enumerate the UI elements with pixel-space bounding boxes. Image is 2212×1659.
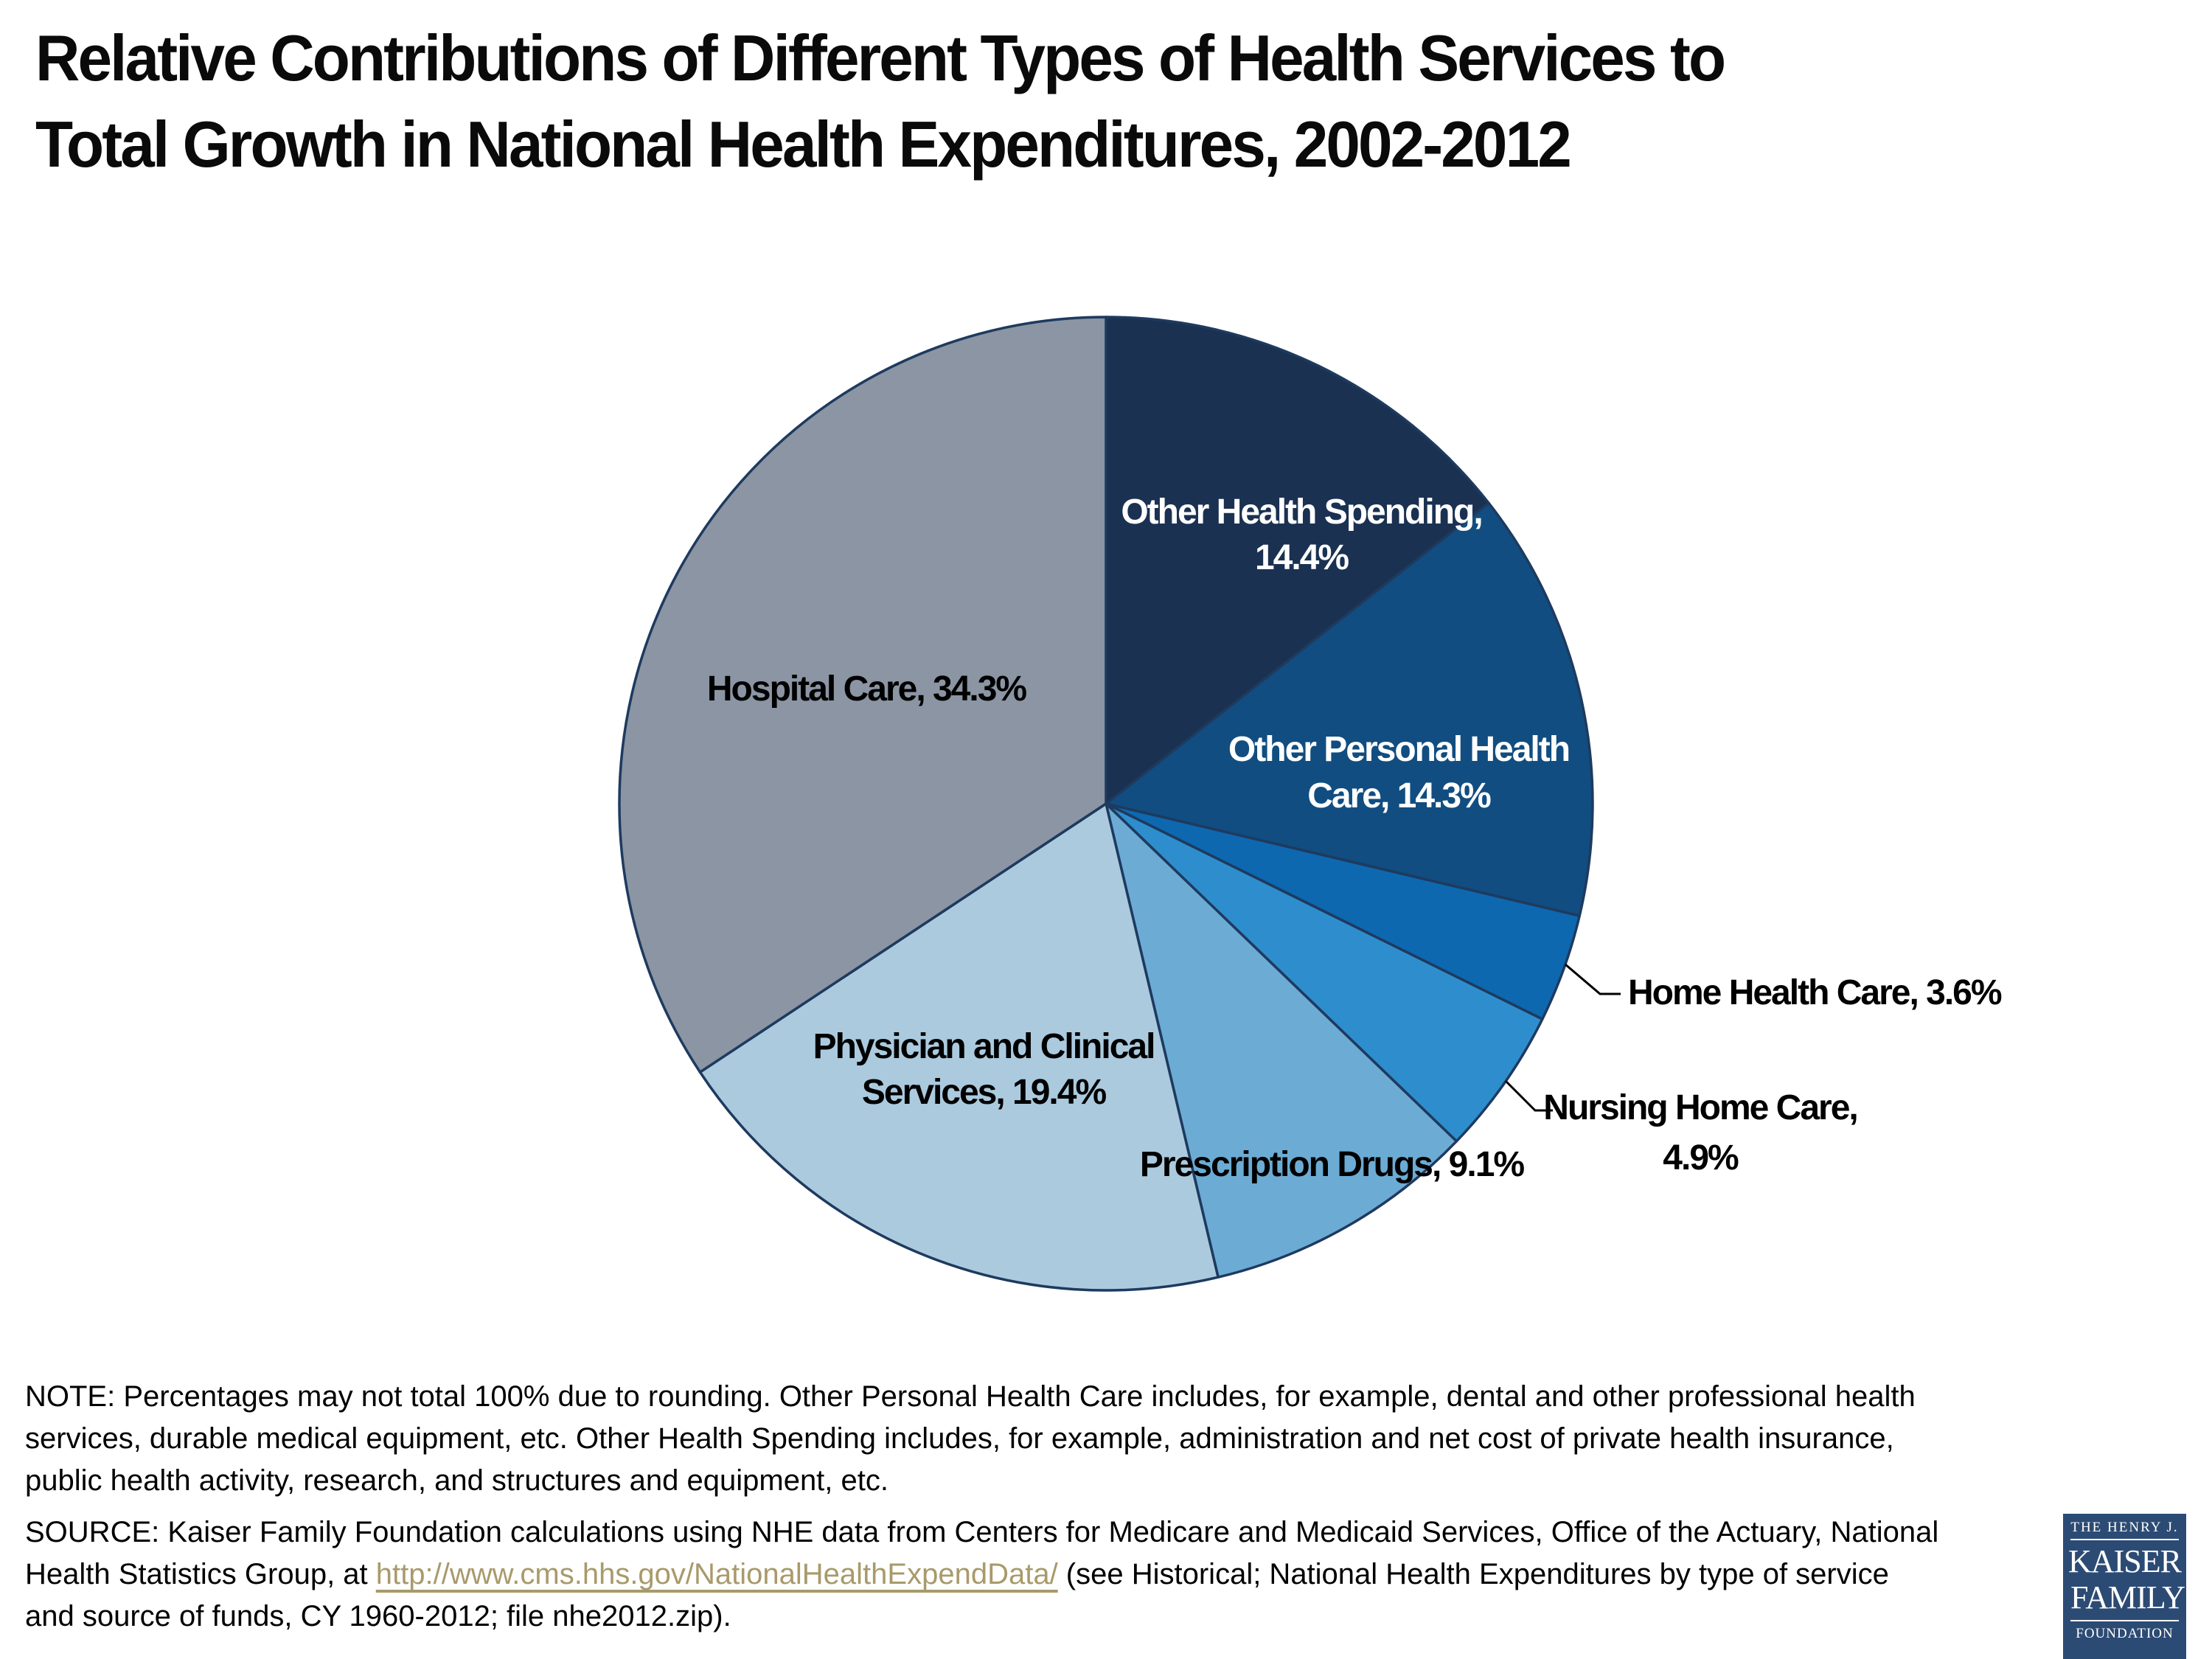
pie-label-nursing-home-care-line-1: Nursing Home Care,	[1543, 1088, 1857, 1127]
leader-line-home-health-care	[1565, 964, 1621, 994]
pie-label-home-health-care-line-1: Home Health Care, 3.6%	[1628, 973, 2001, 1012]
source-text	[25, 1512, 1938, 1638]
pie-label-physician-and-clinical-services-line-1: Physician and Clinical	[813, 1027, 1155, 1066]
source-line-2	[25, 1554, 1938, 1596]
kff-logo-henry-j: THE HENRY J.	[2070, 1520, 2179, 1540]
kff-logo-kaiser: KAISER	[2068, 1543, 2181, 1579]
source-line-3: and source of funds, CY 1960-2012; file nhe2012.zip).	[25, 1600, 731, 1632]
pie-label-other-health-spending-line-2: 14.4%	[1254, 538, 1349, 577]
note-text	[25, 1376, 1916, 1502]
source-line-1: SOURCE: Kaiser Family Foundation calculations using NHE data from Centers for Medicare and Medicaid Services, Office of the Actuary, National	[25, 1516, 1939, 1548]
kff-logo-foundation: FOUNDATION	[2076, 1626, 2174, 1641]
pie-label-nursing-home-care-line-2: 4.9%	[1663, 1138, 1738, 1178]
pie-label-physician-and-clinical-services-line-2: Services, 19.4%	[861, 1073, 1106, 1112]
note-line-1: NOTE: Percentages may not total 100% due to rounding. Other Personal Health Care includes, for example, dental and other professional health	[25, 1380, 1916, 1413]
kff-logo-family: FAMILY	[2070, 1580, 2179, 1621]
source-line-2-prefix: Health Statistics Group, at	[25, 1558, 376, 1590]
source-link[interactable]: http://www.cms.hhs.gov/NationalHealthExpendData/	[375, 1558, 1058, 1590]
source-line-2-suffix: (see Historical; National Health Expenditures by type of service	[1057, 1558, 1889, 1590]
page-title-line-2: Total Growth in National Health Expenditures, 2002-2012	[35, 108, 1570, 181]
pie-label-other-personal-health-care-line-2: Care, 14.3%	[1307, 776, 1490, 815]
kff-logo	[2063, 1514, 2186, 1659]
pie-label-other-health-spending-line-1: Other Health Spending,	[1121, 493, 1482, 532]
page-title-line-1: Relative Contributions of Different Types of Health Services to	[35, 21, 1725, 94]
pie-label-prescription-drugs-line-1: Prescription Drugs, 9.1%	[1139, 1145, 1524, 1184]
pie-label-other-personal-health-care-line-1: Other Personal Health	[1228, 730, 1570, 769]
note-line-3: public health activity, research, and structures and equipment, etc.	[25, 1464, 888, 1497]
pie-label-hospital-care-line-1: Hospital Care, 34.3%	[706, 669, 1026, 709]
note-line-2: services, durable medical equipment, etc. Other Health Spending includes, for example, administration and net cost of private health insurance,	[25, 1422, 1894, 1455]
